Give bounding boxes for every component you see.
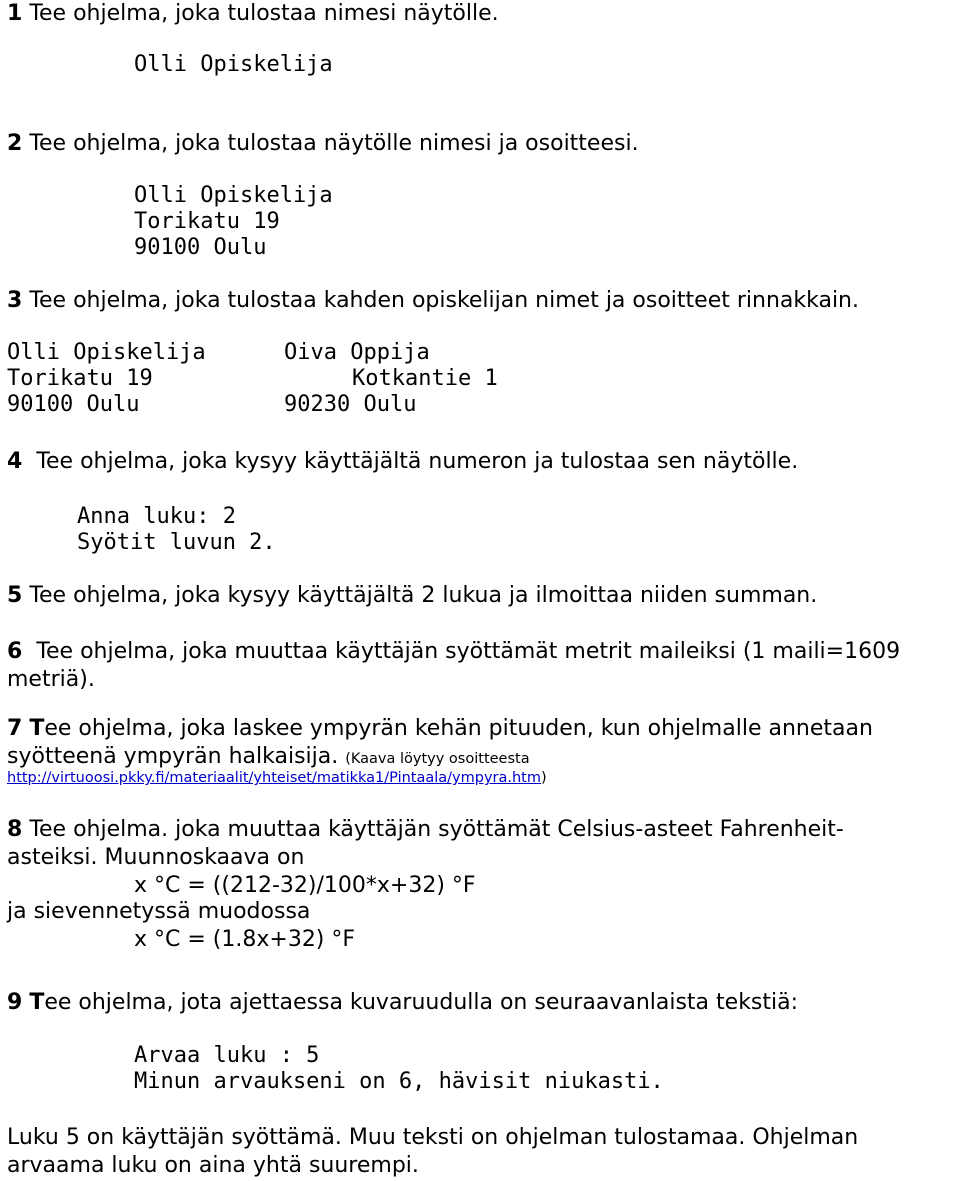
task-text-line-1: ee ohjelma, joka laskee ympyrän kehän pituuden, kun ohjelmalle annetaan: [44, 716, 873, 741]
task-6: [7, 638, 900, 666]
task-text: Tee ohjelma, joka tulostaa kahden opiskelijan nimet ja osoitteet rinnakkain.: [29, 288, 859, 313]
output-4-line-2: Syötit luvun 2.: [77, 530, 276, 555]
task-number: 4: [7, 449, 23, 474]
output-3-left-3: 90100 Oulu: [7, 392, 140, 417]
task-number: 9: [7, 990, 23, 1015]
task-2: [7, 130, 639, 158]
output-2-line-1: Olli Opiskelija: [134, 183, 333, 208]
task-text: Tee ohjelma, joka kysyy käyttäjältä 2 lukua ja ilmoittaa niiden summan.: [29, 583, 818, 608]
task-number: 6: [7, 639, 23, 664]
output-3-left-1: Olli Opiskelija: [7, 340, 206, 365]
task-number: 3: [7, 288, 23, 313]
task-text-line-1: Tee ohjelma. joka muuttaa käyttäjän syöttämät Celsius-asteet Fahrenheit-: [29, 817, 844, 842]
task-note: (Kaava löytyy osoitteesta: [345, 751, 530, 767]
output-3-right-2: Kotkantie 1: [352, 366, 498, 391]
task-7: [7, 715, 873, 743]
task-text-line-1: Tee ohjelma, joka muuttaa käyttäjän syöttämät metrit maileiksi (1 maili=1609: [36, 639, 901, 664]
link-close-paren: ): [541, 770, 547, 786]
task-number: 2: [7, 131, 23, 156]
output-1: Olli Opiskelija: [134, 52, 333, 77]
task-number: 5: [7, 583, 23, 608]
task-number: 8: [7, 817, 23, 842]
task-3: [7, 287, 859, 315]
output-9-line-2: Minun arvaukseni on 6, hävisit niukasti.: [134, 1069, 664, 1094]
formula-link[interactable]: http://virtuoosi.pkky.fi/materiaalit/yhteiset/matikka1/Pintaala/ympyra.htm: [7, 770, 541, 786]
task-1: [7, 0, 499, 28]
task-text-line-2: syötteenä ympyrän halkaisija.: [7, 744, 339, 769]
footer-line-2: arvaama luku on aina yhtä suurempi.: [7, 1153, 419, 1178]
task-6-line-2: metriä).: [7, 667, 95, 692]
task-4: [7, 448, 798, 476]
task-number: 7: [7, 716, 23, 741]
output-3-right-3: 90230 Oulu: [284, 392, 417, 417]
formula-simplified: x °C = (1.8x+32) °F: [134, 927, 356, 952]
task-number: 1: [7, 1, 23, 26]
output-3-right-1: Oiva Oppija: [284, 340, 430, 365]
output-2-line-3: 90100 Oulu: [134, 235, 267, 260]
footer-line-1: Luku 5 on käyttäjän syöttämä. Muu teksti on ohjelman tulostamaa. Ohjelman: [7, 1125, 859, 1150]
output-2-line-2: Torikatu 19: [134, 209, 280, 234]
task-5: [7, 582, 817, 610]
formula-full: x °C = ((212-32)/100*x+32) °F: [134, 873, 476, 898]
output-9-line-1: Arvaa luku : 5: [134, 1043, 320, 1068]
output-3-left-2: Torikatu 19: [7, 366, 153, 391]
task-9: [7, 989, 798, 1017]
task-text: Tee ohjelma, joka tulostaa näytölle nimesi ja osoitteesi.: [29, 131, 639, 156]
task-text: Tee ohjelma, joka kysyy käyttäjältä numeron ja tulostaa sen näytölle.: [36, 449, 799, 474]
task-8-line-2: asteiksi. Muunnoskaava on: [7, 845, 305, 870]
task-8: [7, 816, 844, 844]
task-8-line-3: ja sievennetyssä muodossa: [7, 899, 311, 924]
task-7-link-line: [7, 765, 547, 789]
task-bold-letter: T: [29, 716, 45, 741]
task-bold-letter: T: [29, 990, 45, 1015]
output-4-line-1: Anna luku: 2: [77, 504, 236, 529]
task-text: ee ohjelma, jota ajettaessa kuvaruudulla on seuraavanlaista tekstiä:: [44, 990, 799, 1015]
task-text: Tee ohjelma, joka tulostaa nimesi näytölle.: [29, 1, 499, 26]
